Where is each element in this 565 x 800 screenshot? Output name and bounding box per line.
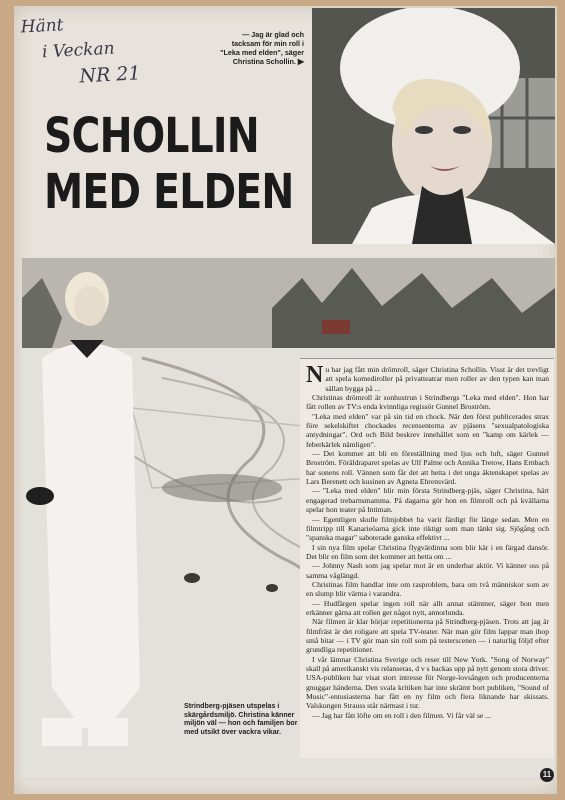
- photo-caption-bottom: Strindberg-pjäsen utspelas i skärgårdsmiljö. Christina känner miljön väl — hon och familjen bor med utsikt över vackra vikar.: [184, 702, 298, 736]
- article-paragraph: I vår lämnar Christina Sverige och reser till New York. "Song of Norway" skall på amerikanskt vis relanseras, d v s backas upp på nytt genom stora driver. USA-publiken har visat stort intresse för Norge-lovsången och producenterna gnuggar händerna. Den svala kritiken har inte skrämt bort publiken, "Sound of Music"-entusiasterna har fått en ny film och flera liknande har skissats. Valskungen Strauss står närmast i tur.: [306, 654, 549, 711]
- page-number: 11: [540, 768, 554, 782]
- article-paragraph: Christinas film handlar inte om rasproblem, bara om två människor som av en slump blir värma i varandra.: [306, 579, 549, 599]
- dropcap: N: [306, 362, 324, 388]
- article-paragraph: Christinas drömroll är sonhustrun i Strindbergs "Leka med elden". Hon har fått rollen av TV:s enda kvinnliga regissör Gunnel Broström.: [306, 393, 549, 412]
- article-paragraph: — Jag har fått löfte om en roll i den filmen. Vi får väl se ...: [312, 710, 491, 720]
- handwritten-line: Hänt: [20, 15, 64, 38]
- paragraph-text: u har jag fått min drömroll, säger Christina Schollin. Visst är det trevligt att spela komediroller på privatteatrar men roller av den typen kan man sällan bygga på ...: [325, 365, 549, 393]
- handwritten-note: [20, 6, 194, 93]
- photo-caption-top: [220, 30, 304, 66]
- handwritten-line: NR 21: [78, 62, 142, 88]
- handwritten-line: i Veckan: [41, 38, 116, 63]
- headline: [44, 108, 294, 220]
- article-body: [300, 358, 554, 758]
- article-paragraph: [306, 362, 549, 393]
- article-paragraph: När filmen är klar börjar repetitionerna på Strindberg-pjäsen. Trots att jag är filmfräst är det roligare att spela TV-teater. När man gör film lappar man ihop små bitar — i TV gör man sin roll som på testerscenen — i naturlig följd efter grundliga repetitioner.: [306, 617, 549, 655]
- portrait-photo: [312, 8, 555, 244]
- article-paragraph: — Hudfärgen spelar ingen roll när allt annat stämmer, säger hon men erkänner gärna att rollen ger något nytt, annorlunda.: [306, 598, 549, 617]
- article-paragraph: — Egentligen skulle filmjobbet ha varit färdigt för länge sedan. Men en filmtripp till Kanarieöarna gick inte riktigt som man tänkt sig. Sjögång och "spanska magar" saboterade ganska effektivt ...: [306, 514, 549, 543]
- article-paragraph: I sin nya film spelar Christina flygvärdinna som blir kär i en färgad dansör. Det blir en film som det kommer att hetta om ...: [306, 542, 549, 561]
- headline-line: MED ELDEN: [44, 164, 294, 220]
- article-paragraph: — Johnny Nash som jag spelar mot är en underbar aktör. Vi känner oss på samma våglängd.: [306, 561, 549, 580]
- article-paragraph: "Leka med elden" var på sin tid en chock. När den först publicerades strax före sekelskiftet chockades recensenterna av pjäsens "sexualpatologiska antydningar". Ord och Bild beskrev innehållet som en "kamp om kärlek — feberkärlek nämligen".: [306, 411, 549, 449]
- arrow-right-icon: ▶: [297, 57, 304, 66]
- portrait-illustration: [312, 8, 555, 244]
- caption-text: — Jag är glad och tacksam för min roll i "Leka med elden", säger Christina Schollin.: [220, 30, 304, 66]
- headline-line: SCHOLLIN: [44, 108, 259, 164]
- article-paragraph: — Det kommer att bli en föreställning med ljus och luft, säger Gunnel Broström. Föräldraparet spelas av Ulf Palme och Annika Tretow, Hans Ernbach har sonens roll. Vännen som får det att hetta i det unga äktenskapet spelas av Lars Berenett och kusinen av Agneta Ehrensvärd.: [306, 449, 549, 487]
- article-paragraph: — "Leka med elden" blir min första Strindberg-pjäs, säger Christina, härt engagerad trebarnsmamma. På dagarna gör hon en filmroll och på kvällarna spelar hon teater på Intiman.: [306, 486, 549, 515]
